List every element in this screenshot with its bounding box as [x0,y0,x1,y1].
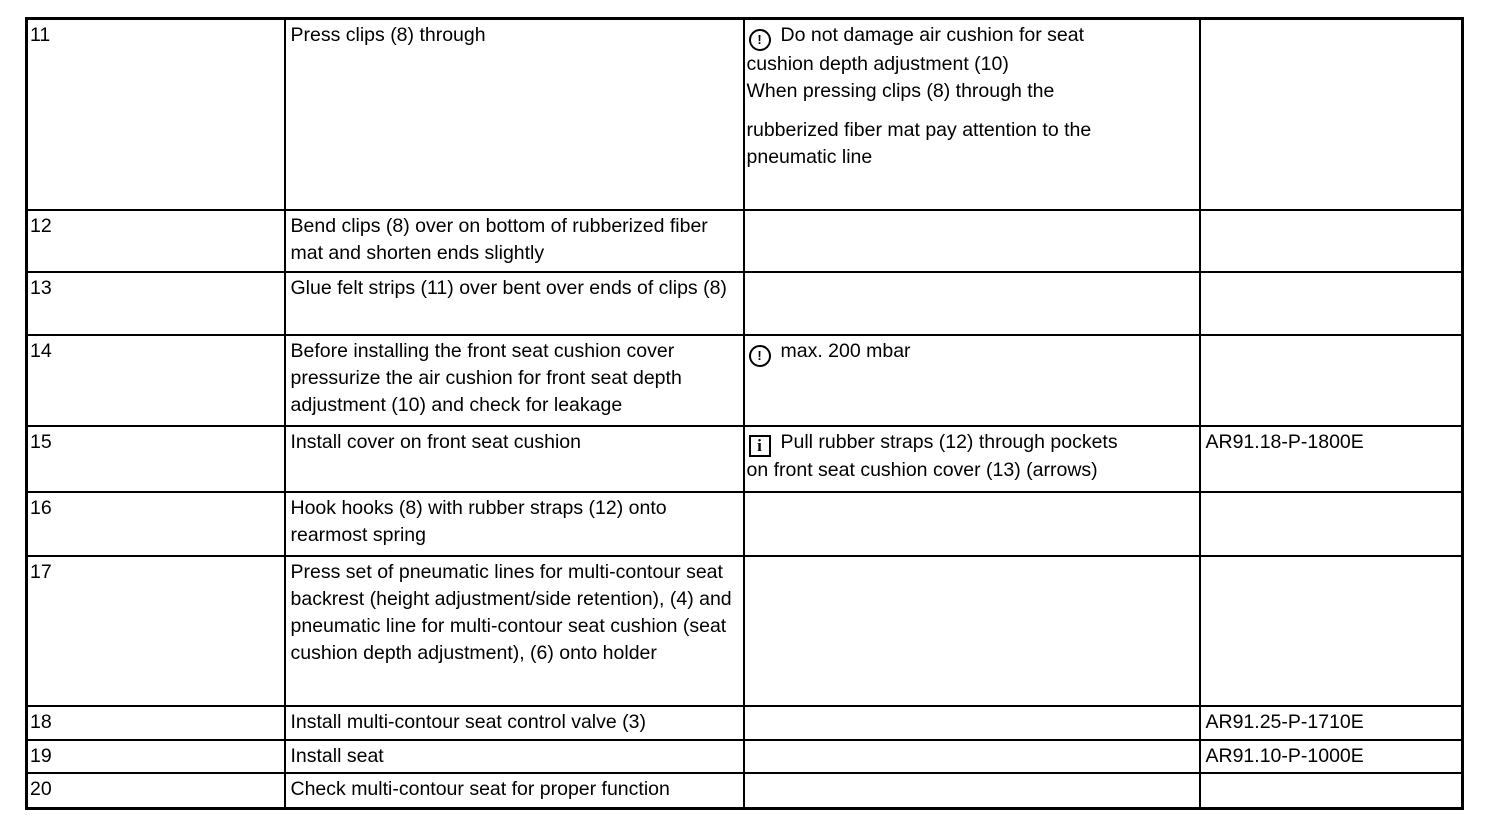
note-text: max. 200 mbar [780,339,911,362]
procedure-table [25,17,1464,810]
step-number: 13 [27,272,285,335]
step-note [744,706,1200,740]
step-action: Before installing the front seat cushion cover pressurize the air cushion for front seat depth adjustment (10) and check for leakage [285,335,744,426]
note-line [747,51,1195,78]
step-number: 11 [27,19,285,210]
step-action: Hook hooks (8) with rubber straps (12) onto rearmost spring [285,492,744,556]
step-note [744,335,1200,426]
procedure-row [27,272,1463,335]
step-note [744,556,1200,706]
note-text: Do not damage air cushion for seat [780,24,1085,46]
step-note [744,773,1200,809]
step-number: 19 [27,740,285,773]
reference-code [1200,556,1463,706]
note-text: on front seat cushion cover (13) (arrows) [746,458,1098,481]
reference-code [1200,210,1463,272]
step-note [744,210,1200,272]
note-line [747,117,1195,144]
reference-code [1200,335,1463,426]
note-line [747,457,1195,484]
step-action: Press clips (8) through [285,19,744,210]
procedure-row [27,773,1463,809]
reference-code [1200,492,1463,556]
info-icon: i [749,435,771,457]
note-text: Pull rubber straps (12) through pockets [780,430,1118,453]
step-note [744,492,1200,556]
note-line [747,338,1195,367]
reference-code: AR91.25-P-1710E [1200,706,1463,740]
step-number: 12 [27,210,285,272]
step-action: Install multi-contour seat control valve (3) [285,706,744,740]
reference-code: AR91.18-P-1800E [1200,426,1463,492]
step-action: Press set of pneumatic lines for multi-contour seat backrest (height adjustment/side retention), (4) and pneumatic line for multi-contour seat cushion (seat cushion depth adjustment), (6) onto holder [285,556,744,706]
step-action: Install seat [285,740,744,773]
step-action: Bend clips (8) over on bottom of rubberized fiber mat and shorten ends slightly [285,210,744,272]
step-note [744,272,1200,335]
step-number: 20 [27,773,285,809]
procedure-row [27,556,1463,706]
procedure-row [27,19,1463,210]
reference-code: AR91.10-P-1000E [1200,740,1463,773]
caution-icon: ! [749,29,771,51]
step-number: 17 [27,556,285,706]
step-note [744,426,1200,492]
note-text: rubberized fiber mat pay attention to the [746,119,1092,141]
step-note [744,740,1200,773]
procedure-row [27,740,1463,773]
procedure-rows [27,19,1463,809]
step-number: 18 [27,706,285,740]
reference-code [1200,773,1463,809]
reference-code [1200,19,1463,210]
note-line [747,144,1195,171]
procedure-row [27,335,1463,426]
procedure-row [27,706,1463,740]
note-text: cushion depth adjustment (10) [746,53,1009,75]
procedure-row [27,426,1463,492]
reference-code [1200,272,1463,335]
step-note [744,19,1200,210]
note-line [747,78,1195,105]
note-text: When pressing clips (8) through the [746,80,1055,102]
note-text: pneumatic line [746,146,873,168]
step-number: 15 [27,426,285,492]
note-line [747,22,1195,51]
step-action: Check multi-contour seat for proper function [285,773,744,809]
step-number: 14 [27,335,285,426]
note-line [747,429,1195,457]
procedure-row [27,210,1463,272]
step-action: Glue felt strips (11) over bent over ends of clips (8) [285,272,744,335]
caution-icon: ! [749,345,771,367]
step-action: Install cover on front seat cushion [285,426,744,492]
procedure-row [27,492,1463,556]
step-number: 16 [27,492,285,556]
